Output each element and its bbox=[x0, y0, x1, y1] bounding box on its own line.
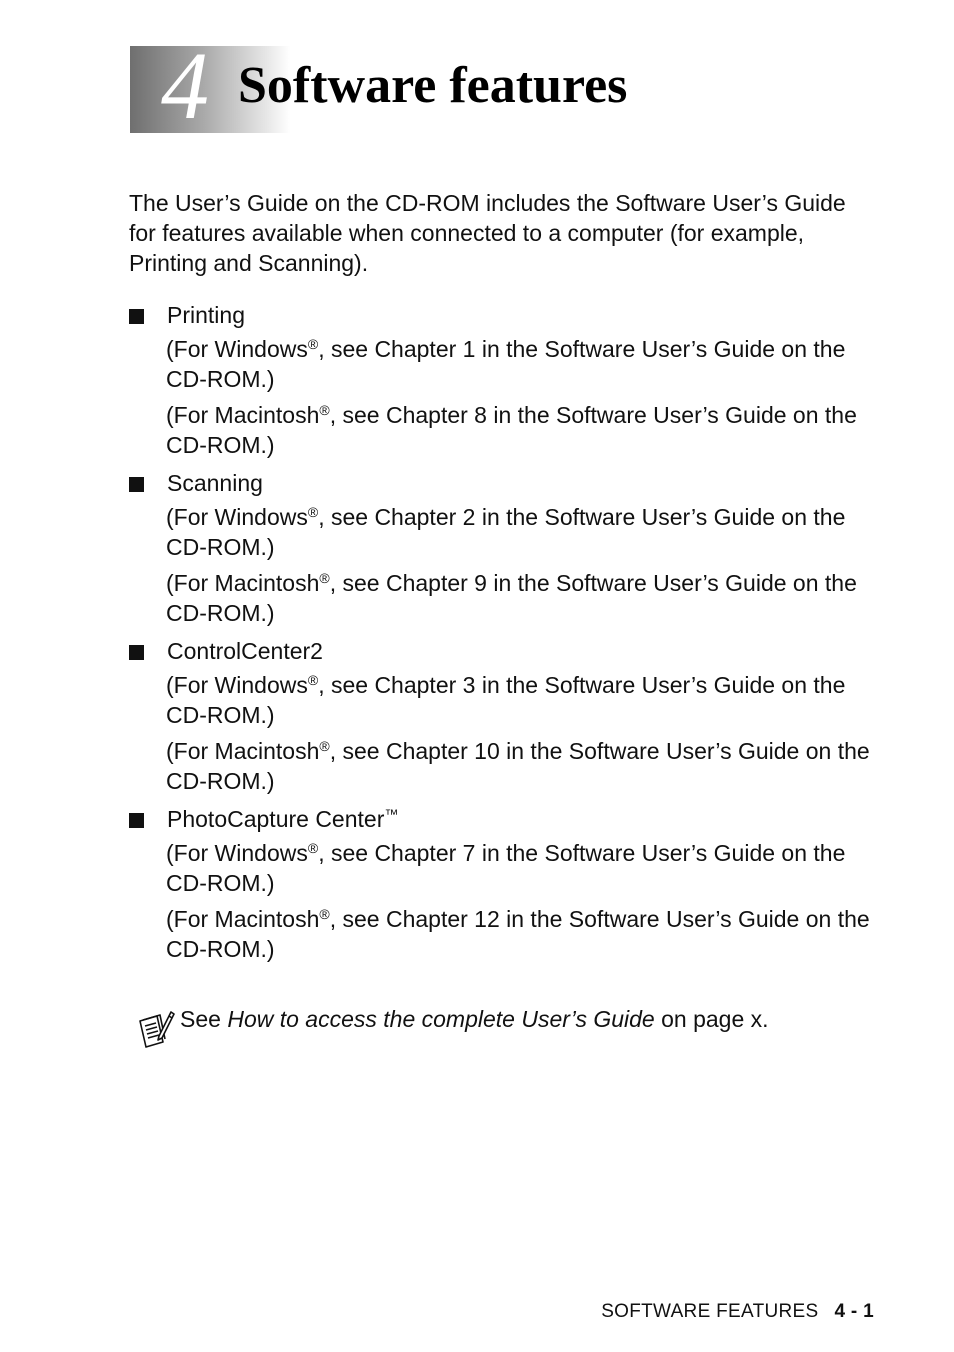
chapter-reference: (For Windows®, see Chapter 2 in the Software User’s Guide on the CD-ROM.) bbox=[166, 504, 846, 560]
chapter-reference: (For Windows®, see Chapter 3 in the Software User’s Guide on the CD-ROM.) bbox=[166, 672, 846, 728]
footer-section-title: SOFTWARE FEATURES bbox=[601, 1301, 819, 1322]
square-bullet-icon bbox=[129, 813, 144, 828]
page-footer bbox=[601, 1299, 874, 1325]
chapter-number: 4 bbox=[161, 32, 209, 139]
feature-heading bbox=[129, 298, 889, 334]
note bbox=[135, 1004, 875, 1052]
feature-item bbox=[129, 466, 889, 628]
chapter-reference: (For Macintosh®, see Chapter 9 in the Software User’s Guide on the CD-ROM.) bbox=[166, 570, 857, 626]
note-pad-pencil-icon bbox=[135, 1008, 175, 1050]
feature-label: Scanning bbox=[167, 470, 263, 496]
feature-heading bbox=[129, 802, 889, 838]
chapter-reference: (For Macintosh®, see Chapter 12 in the Software User’s Guide on the CD-ROM.) bbox=[166, 906, 870, 962]
note-text: See How to access the complete User’s Guide on page x. bbox=[180, 1006, 769, 1032]
feature-item bbox=[129, 298, 889, 460]
feature-label: ControlCenter2 bbox=[167, 638, 323, 664]
feature-heading bbox=[129, 466, 889, 502]
note-link-title: How to access the complete User’s Guide bbox=[227, 1006, 655, 1032]
feature-item bbox=[129, 802, 889, 964]
intro-paragraph: The User’s Guide on the CD-ROM includes the Software User’s Guide for features available when connected to a computer (for example, Printing and Scanning). bbox=[129, 190, 846, 276]
feature-heading bbox=[129, 634, 889, 670]
chapter-reference: (For Windows®, see Chapter 7 in the Software User’s Guide on the CD-ROM.) bbox=[166, 840, 846, 896]
square-bullet-icon bbox=[129, 477, 144, 492]
feature-list bbox=[129, 298, 889, 970]
square-bullet-icon bbox=[129, 309, 144, 324]
feature-label: PhotoCapture Center™ bbox=[167, 806, 399, 832]
feature-label: Printing bbox=[167, 302, 245, 328]
square-bullet-icon bbox=[129, 645, 144, 660]
page-number: 4 - 1 bbox=[834, 1301, 874, 1322]
chapter-title: Software features bbox=[238, 57, 628, 114]
feature-item bbox=[129, 634, 889, 796]
chapter-reference: (For Macintosh®, see Chapter 10 in the Software User’s Guide on the CD-ROM.) bbox=[166, 738, 870, 794]
chapter-reference: (For Windows®, see Chapter 1 in the Software User’s Guide on the CD-ROM.) bbox=[166, 336, 846, 392]
chapter-reference: (For Macintosh®, see Chapter 8 in the Software User’s Guide on the CD-ROM.) bbox=[166, 402, 857, 458]
